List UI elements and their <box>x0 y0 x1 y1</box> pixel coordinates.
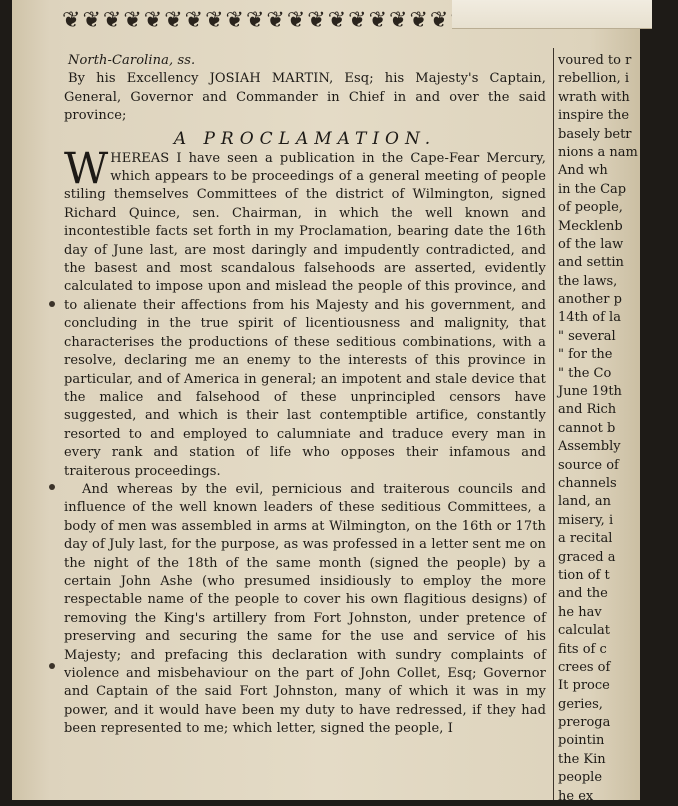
side-column-line: graced a <box>558 549 616 565</box>
side-column-line: he ex <box>558 788 594 804</box>
ornament-glyph: ❦ <box>143 8 163 33</box>
side-column-line: the Kin <box>558 751 606 767</box>
ornament-glyph: ❦ <box>225 8 244 33</box>
ornament-glyph: ❦ <box>164 8 183 33</box>
ornament-glyph: ❦ <box>286 8 306 33</box>
ornament-glyph: ❦ <box>205 8 224 33</box>
side-column-line: Mecklenb <box>558 218 623 234</box>
ornament-glyph: ❦ <box>82 8 101 33</box>
side-column-line: channels <box>558 475 617 491</box>
side-column-line: 14th of la <box>558 310 621 326</box>
side-column-line: of people, <box>558 200 623 216</box>
side-column-line: nions a nam <box>558 144 638 160</box>
ornament-glyph: ❦ <box>307 8 326 33</box>
side-column-line: in the Cap <box>558 181 627 197</box>
side-column-line: voured to r <box>558 53 632 68</box>
side-column-line: fits of c <box>558 641 607 657</box>
ornament-glyph: ❦ <box>266 8 285 33</box>
side-column-line: misery, i <box>558 512 614 528</box>
margin-mark <box>49 301 55 307</box>
margin-mark <box>49 663 55 669</box>
side-column-line: the laws, <box>558 273 618 289</box>
side-column-line: tion of t <box>558 567 610 583</box>
ornament-glyph: ❦ <box>389 8 408 33</box>
side-column-line: calculat <box>558 623 610 639</box>
ornament-glyph: ❦ <box>368 8 387 33</box>
side-column-line: of the law <box>558 236 624 252</box>
ornament-glyph: ❦ <box>102 8 122 33</box>
ornament-glyph: ❦ <box>429 8 449 33</box>
newspaper-page <box>12 0 640 804</box>
side-column-line: and the <box>558 586 608 602</box>
side-column-line: It proce <box>558 678 610 694</box>
ornament-glyph: ❦ <box>327 8 347 33</box>
side-column-line: inspire the <box>558 108 630 124</box>
side-column-line: preroga <box>558 715 611 731</box>
side-column-line: And wh <box>558 163 608 179</box>
torn-paper-edge <box>452 0 652 29</box>
side-column-line: he hav <box>558 604 602 620</box>
ornament-glyph: ❦ <box>409 8 428 33</box>
side-column-line: Assembly <box>558 439 621 455</box>
ornament-glyph: ❦ <box>123 8 142 33</box>
proclamation-column <box>64 52 546 739</box>
ornament-glyph: ❦ <box>348 8 367 33</box>
side-column-line: cannot b <box>558 420 616 436</box>
margin-mark <box>49 484 55 490</box>
side-column-line: June 19th <box>558 384 622 400</box>
paragraph-whereas: WHEREAS I have seen a publication in the Cape-Fear Mercury, which appears to be proceedings of a general meeting of people stiling themselves Committees of the district of Wilmington, signed Richard Quince, sen. Chairman, in which the well known and incontestible facts set forth in my Proclamation, bearing date the 16th day of June last, are most daringly and impudently contradicted, and the basest and most scandalous falsehoods are asserted, evidently calculated to impose upon and mislead the people of this province, and to alienate their affections from his Majesty and his government, and concluding in the true spirit of licentiousness and malignity, that characterises the productions of these seditious combinations, with a resolve, declaring me an enemy to the interests of this province in particular, and of America in general; an impotent and stale device that the malice and falsehood of these unprincipled censors have suggested, and which is their last contemptible artifice, constantly resorted to and employed to calumniate and traduce every man in every rank and station of life who opposes their infamous and traiterous proceedings. <box>64 143 546 479</box>
side-column-line: crees of <box>558 659 611 675</box>
side-column-line: and settin <box>558 255 624 271</box>
side-column-line: " several <box>558 328 616 344</box>
side-column-line: rebellion, i <box>558 71 630 87</box>
ornamental-header-border <box>62 6 462 36</box>
side-column-line: wrath with <box>558 89 630 105</box>
side-column-line: and Rich <box>558 402 617 418</box>
paragraph-and-whereas: And whereas by the evil, pernicious and traiterous councils and influence of the well known leaders of these seditious Committees, a body of men was assembled in arms at Wilmington, on the 16th or 17th day of July last, for the purpose, as was professed in a letter sent me on the night of the 18th of the same month (signed the people) by a certain John Ashe (who presumed insidiously to employ the more respectable name of the people to cover his own flagitious designs) of removing the King's artillery from Fort Johnston, under pretence of preserving and securing the same for the use and service of his Majesty; and prefacing this declaration with sundry complaints of violence and misbehaviour on the part of John Collet, Esq; Governor and Captain of the said Fort Johnston, many of which it was in my power, and it would have been my duty to have redressed, if they had been represented to me; which letter, signed the people, I <box>64 481 546 737</box>
adjacent-column-fragment <box>558 52 678 806</box>
side-column-line: " the Co <box>558 365 612 381</box>
ornament-glyph: ❦ <box>62 8 81 33</box>
side-column-line: land, an <box>558 494 611 510</box>
side-column-line: basely betr <box>558 126 632 142</box>
ornament-glyph: ❦ <box>245 8 265 33</box>
proclamation-title: A PROCLAMATION. <box>173 128 437 149</box>
side-column-line: another p <box>558 292 622 308</box>
side-column-line: " for the <box>558 347 613 363</box>
side-column-line: pointin <box>558 733 605 749</box>
authority-line: By his Excellency JOSIAH MARTIN, Esq; his Majesty's Captain, General, Governor and Commander in Chief in and over the said province; <box>64 71 546 124</box>
side-column-line: a recital <box>558 531 613 547</box>
side-column-line: source of <box>558 457 619 473</box>
side-column-line: people <box>558 770 603 786</box>
dateline: North-Carolina, ss. <box>68 53 196 68</box>
column-rule <box>553 48 554 800</box>
side-column-line: geries, <box>558 696 603 712</box>
ornament-glyph: ❦ <box>184 8 204 33</box>
